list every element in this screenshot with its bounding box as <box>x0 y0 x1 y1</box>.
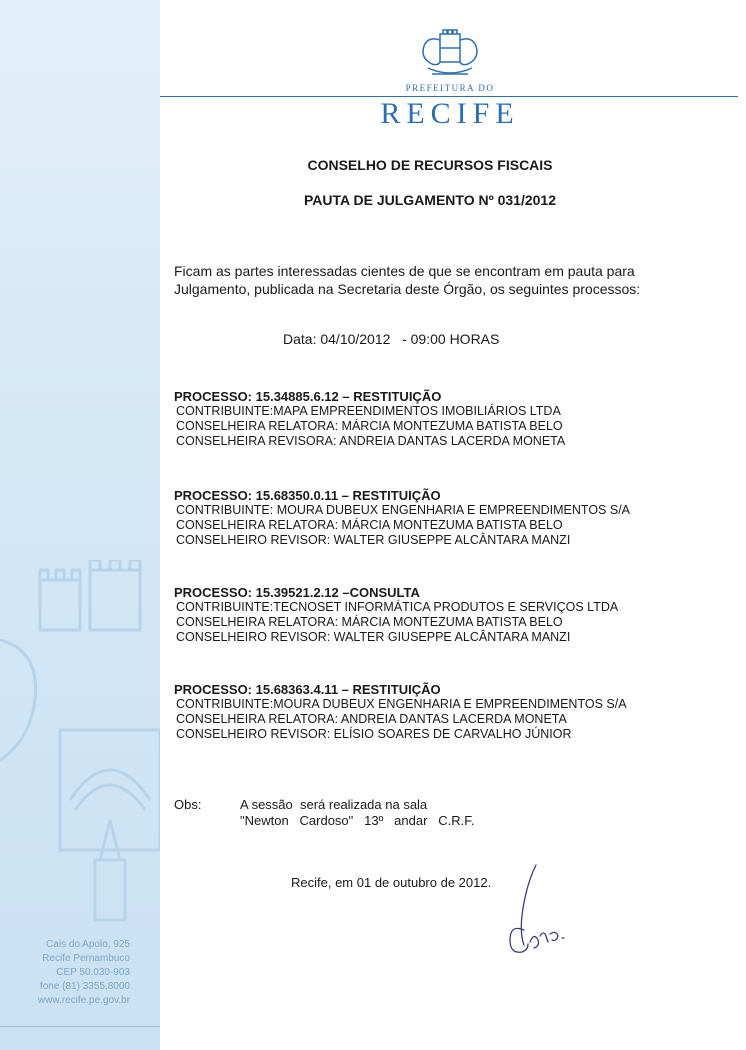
process-title: PROCESSO: 15.34885.6.12 – RESTITUIÇÃO <box>174 389 442 404</box>
session-date: Data: 04/10/2012 - 09:00 HORAS <box>283 331 500 347</box>
process-block <box>174 389 714 449</box>
process-rapporteur: CONSELHEIRA RELATORA: ANDREIA DANTAS LACERDA MONETA <box>176 712 567 726</box>
address-city: Recife Pernambuco <box>42 953 130 964</box>
process-reviewer: CONSELHEIRO REVISOR: ELÍSIO SOARES DE CARVALHO JÚNIOR <box>176 727 572 741</box>
agenda-title: PAUTA DE JULGAMENTO Nº 031/2012 <box>304 192 556 208</box>
address-street: Cais do Apolo, 925 <box>46 939 130 950</box>
obs-line-2: "Newton Cardoso" 13º andar C.R.F. <box>240 813 475 828</box>
city-name: RECIFE <box>380 97 520 130</box>
address-phone: fone (81) 3355.8000 <box>39 981 130 992</box>
sidebar-band <box>0 0 160 1050</box>
process-contributor: CONTRIBUINTE:TECNOSET INFORMÁTICA PRODUTOS E SERVIÇOS LTDA <box>176 600 619 614</box>
city-emblem-watermark <box>0 560 160 940</box>
process-rapporteur: CONSELHEIRA RELATORA: MÁRCIA MONTEZUMA BATISTA BELO <box>176 615 563 629</box>
place-date: Recife, em 01 de outubro de 2012. <box>291 875 492 890</box>
address-website: www.recife.pe.gov.br <box>37 995 130 1006</box>
process-block <box>174 585 714 645</box>
prefeitura-label: PREFEITURA DO <box>405 83 495 93</box>
handwritten-signature <box>500 860 580 960</box>
obs-line-1: A sessão será realizada na sala <box>240 797 428 812</box>
process-title: PROCESSO: 15.68363.4.11 – RESTITUIÇÃO <box>174 682 441 697</box>
process-contributor: CONTRIBUINTE: MOURA DUBEUX ENGENHARIA E EMPREENDIMENTOS S/A <box>176 503 631 517</box>
obs-label: Obs: <box>174 797 202 812</box>
intro-paragraph: Ficam as partes interessadas cientes de que se encontram em pauta para Julgamento, publicada na Secretaria deste Órgão, os seguintes processos: <box>174 263 641 297</box>
process-contributor: CONTRIBUINTE:MOURA DUBEUX ENGENHARIA E EMPREENDIMENTOS S/A <box>176 697 627 711</box>
process-block <box>174 488 714 548</box>
council-title: CONSELHO DE RECURSOS FISCAIS <box>307 157 553 173</box>
process-reviewer: CONSELHEIRO REVISOR: WALTER GIUSEPPE ALCÂNTARA MANZI <box>176 630 571 644</box>
process-reviewer: CONSELHEIRO REVISOR: WALTER GIUSEPPE ALCÂNTARA MANZI <box>176 533 571 547</box>
coat-of-arms-logo <box>410 22 490 82</box>
process-title: PROCESSO: 15.68350.0.11 – RESTITUIÇÃO <box>174 488 441 503</box>
process-title: PROCESSO: 15.39521.2.12 –CONSULTA <box>174 585 420 600</box>
process-block <box>174 682 714 742</box>
address-zip: CEP 50.030-903 <box>56 967 130 978</box>
process-rapporteur: CONSELHEIRA RELATORA: MÁRCIA MONTEZUMA BATISTA BELO <box>176 518 563 532</box>
process-reviewer: CONSELHEIRA REVISORA: ANDREIA DANTAS LACERDA MONETA <box>176 434 566 448</box>
process-rapporteur: CONSELHEIRA RELATORA: MÁRCIA MONTEZUMA BATISTA BELO <box>176 419 563 433</box>
address-block <box>38 938 130 1008</box>
process-contributor: CONTRIBUINTE:MAPA EMPREENDIMENTOS IMOBILIÁRIOS LTDA <box>176 404 561 418</box>
address-divider <box>0 1026 160 1027</box>
obs-text <box>240 797 474 829</box>
